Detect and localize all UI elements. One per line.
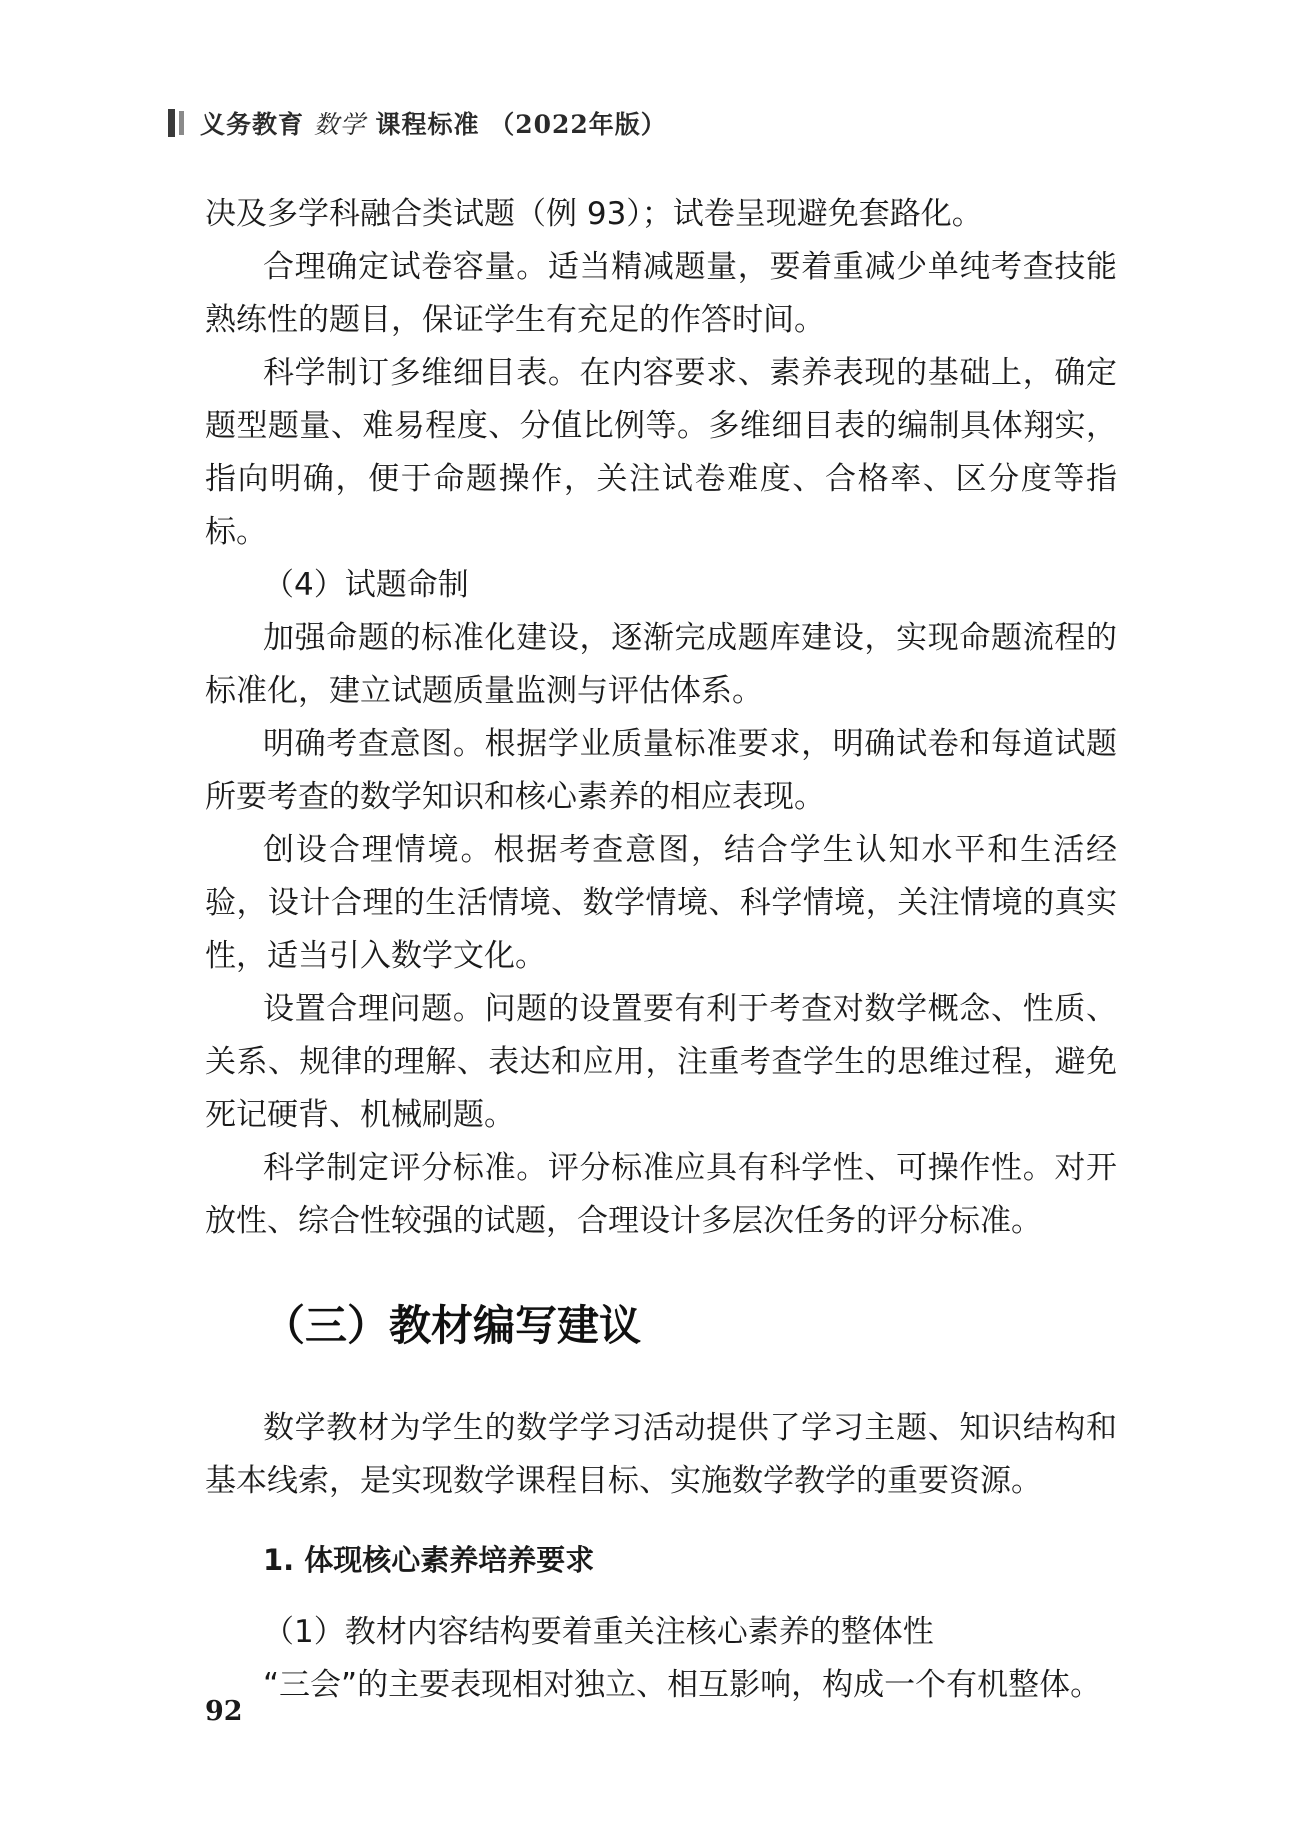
- paragraph: 创设合理情境。根据考查意图，结合学生认知水平和生活经验，设计合理的生活情境、数学情境、科学情境，关注情境的真实性，适当引入数学文化。: [205, 832, 1117, 974]
- page-number: 92: [205, 1696, 243, 1727]
- header-edition: （2022年版）: [489, 110, 667, 139]
- paragraph: “三会”的主要表现相对独立、相互影响，构成一个有机整体。: [263, 1667, 1102, 1703]
- header-bars-icon: [168, 109, 184, 137]
- paragraph: 决及多学科融合类试题（例 93）；试卷呈现避免套路化。: [205, 196, 983, 232]
- paragraph: 合理确定试卷容量。适当精减题量，要着重减少单纯考查技能熟练性的题目，保证学生有充足的作答时间。: [205, 249, 1117, 338]
- subheading: 1. 体现核心素养培养要求: [263, 1543, 595, 1577]
- running-header: [168, 106, 667, 140]
- header-title-part2: 课程标准: [375, 110, 480, 139]
- page-content: [205, 188, 1117, 1712]
- header-title: [200, 105, 667, 141]
- section-intro: 数学教材为学生的数学学习活动提供了学习主题、知识结构和基本线索，是实现数学课程目标、实施数学教学的重要资源。: [205, 1410, 1117, 1499]
- header-title-part1: 义务教育: [200, 110, 305, 139]
- paragraph: 加强命题的标准化建设，逐渐完成题库建设，实现命题流程的标准化，建立试题质量监测与评估体系。: [205, 620, 1117, 709]
- paragraph: 科学制订多维细目表。在内容要求、素养表现的基础上，确定题型题量、难易程度、分值比例等。多维细目表的编制具体翔实，指向明确，便于命题操作，关注试卷难度、合格率、区分度等指标。: [205, 355, 1117, 550]
- paragraph-heading: （1）教材内容结构要着重关注核心素养的整体性: [263, 1614, 934, 1650]
- paragraph: 设置合理问题。问题的设置要有利于考查对数学概念、性质、关系、规律的理解、表达和应用，注重考查学生的思维过程，避免死记硬背、机械刷题。: [205, 991, 1117, 1133]
- paragraph: 明确考查意图。根据学业质量标准要求，明确试卷和每道试题所要考查的数学知识和核心素养的相应表现。: [205, 726, 1117, 815]
- section-title: （三）教材编写建议: [263, 1301, 642, 1350]
- paragraph-heading: （4）试题命制: [263, 567, 469, 603]
- header-title-italic: 数学: [313, 110, 366, 139]
- paragraph: 科学制定评分标准。评分标准应具有科学性、可操作性。对开放性、综合性较强的试题，合理设计多层次任务的评分标准。: [205, 1150, 1117, 1239]
